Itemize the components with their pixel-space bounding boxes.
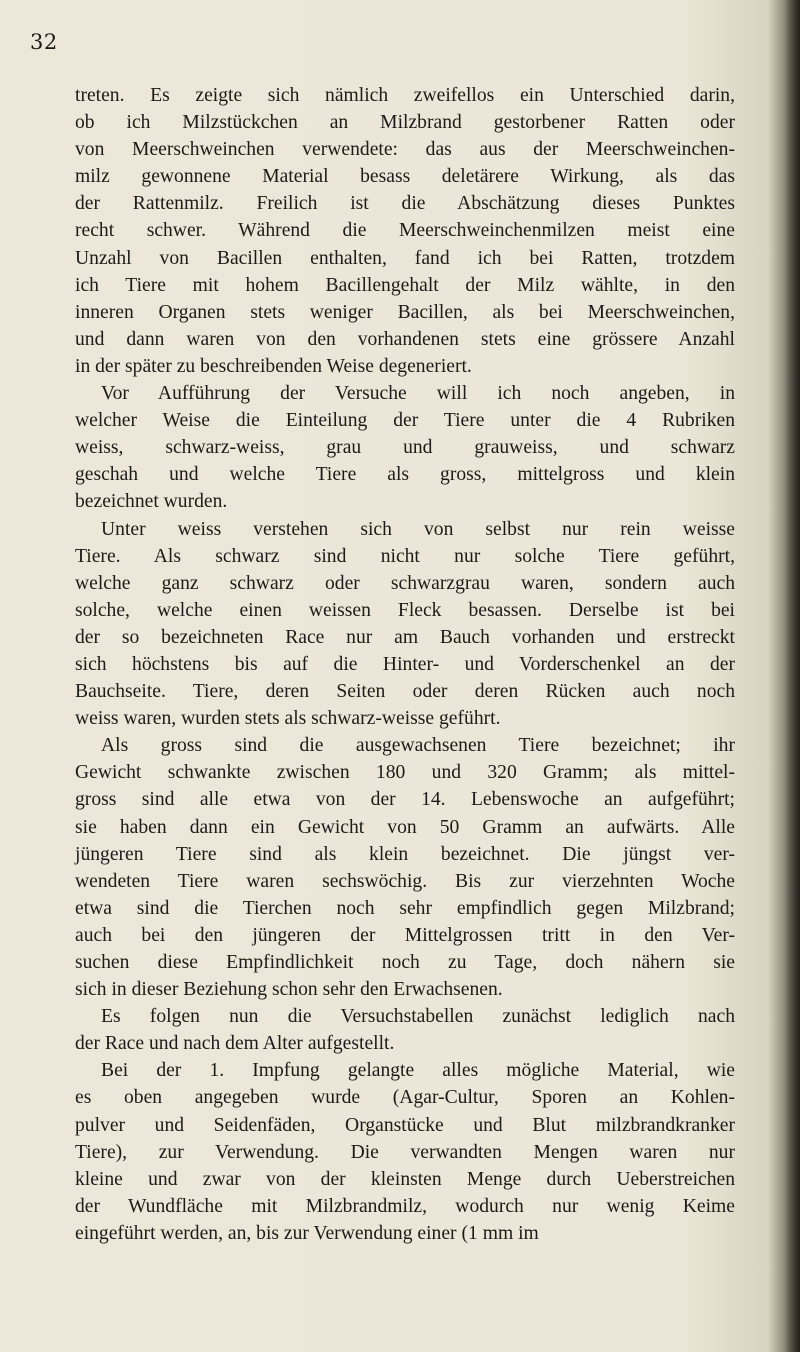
text-line: der so bezeichneten Race nur am Bauch vorhanden und erstreckt xyxy=(75,626,735,648)
paragraph xyxy=(75,380,735,515)
text-line: recht schwer. Während die Meerschweinchenmilzen meist eine xyxy=(75,220,735,242)
text-line: in der später zu beschreibenden Weise degeneriert. xyxy=(75,355,472,377)
text-line: milz gewonnene Material besass deletärere Wirkung, als das xyxy=(75,166,735,188)
text-line: Unzahl von Bacillen enthalten, fand ich bei Ratten, trotzdem xyxy=(75,247,735,269)
page-binding-edge xyxy=(784,0,800,1352)
text-line: auch bei den jüngeren der Mittelgrossen tritt in den Ver- xyxy=(75,924,735,946)
text-line: Gewicht schwankte zwischen 180 und 320 Gramm; als mittel- xyxy=(75,762,735,784)
paragraph xyxy=(75,516,735,733)
text-line: suchen diese Empfindlichkeit noch zu Tage, doch nähern sie xyxy=(75,952,735,973)
text-line: sich höchstens bis auf die Hinter- und Vorderschenkel an der xyxy=(75,653,735,675)
text-line: von Meerschweinchen verwendete: das aus der Meerschweinchen- xyxy=(75,139,735,161)
text-line: solche, welche einen weissen Fleck besassen. Derselbe ist bei xyxy=(75,599,735,621)
text-line: sich in dieser Beziehung schon sehr den Erwachsenen. xyxy=(75,979,503,1001)
text-line: ob ich Milzstückchen an Milzbrand gestorbener Ratten oder xyxy=(75,112,735,134)
text-line: geschah und welche Tiere als gross, mittelgross und klein xyxy=(75,464,735,486)
paragraph xyxy=(75,1003,735,1057)
text-line: Bauchseite. Tiere, deren Seiten oder deren Rücken auch noch xyxy=(75,681,735,703)
text-line: welche ganz schwarz oder schwarzgrau waren, sondern auch xyxy=(75,572,735,594)
text-line: pulver und Seidenfäden, Organstücke und Blut milzbrandkranker xyxy=(75,1114,735,1136)
text-line: der Race und nach dem Alter aufgestellt. xyxy=(75,1033,395,1055)
text-line: Vor Aufführung der Versuche will ich noch angeben, in xyxy=(101,383,735,405)
text-line: jüngeren Tiere sind als klein bezeichnet. Die jüngst ver- xyxy=(75,843,735,865)
text-line: Tiere. Als schwarz sind nicht nur solche Tiere geführt, xyxy=(75,545,735,567)
text-line: wendeten Tiere waren sechswöchig. Bis zur vierzehnten Woche xyxy=(75,870,735,892)
body-text xyxy=(75,82,735,1247)
text-line: Als gross sind die ausgewachsenen Tiere bezeichnet; ihr xyxy=(101,735,735,757)
text-line: kleine und zwar von der kleinsten Menge durch Ueberstreichen xyxy=(75,1168,735,1190)
paragraph xyxy=(75,82,735,380)
text-line: welcher Weise die Einteilung der Tiere unter die 4 Rubriken xyxy=(75,410,735,432)
text-line: und dann waren von den vorhandenen stets eine grössere Anzahl xyxy=(75,328,735,350)
text-line: der Rattenmilz. Freilich ist die Abschätzung dieses Punktes xyxy=(75,193,735,215)
text-line: es oben angegeben wurde (Agar-Cultur, Sporen an Kohlen- xyxy=(75,1087,735,1109)
text-line: sie haben dann ein Gewicht von 50 Gramm an aufwärts. Alle xyxy=(75,816,735,838)
paragraph xyxy=(75,1057,735,1247)
text-line: inneren Organen stets weniger Bacillen, als bei Meerschweinchen, xyxy=(75,301,735,323)
text-line: Bei der 1. Impfung gelangte alles mögliche Material, wie xyxy=(101,1060,735,1082)
text-line: Tiere), zur Verwendung. Die verwandten Mengen waren nur xyxy=(75,1141,735,1163)
text-line: ich Tiere mit hohem Bacillengehalt der Milz wählte, in den xyxy=(75,274,735,296)
paragraph xyxy=(75,732,735,1003)
text-line: der Wundfläche mit Milzbrandmilz, wodurch nur wenig Keime xyxy=(75,1195,735,1217)
text-line: treten. Es zeigte sich nämlich zweifellos ein Unterschied darin, xyxy=(75,85,735,106)
text-line: etwa sind die Tierchen noch sehr empfindlich gegen Milzbrand; xyxy=(75,897,735,919)
page-number: 32 xyxy=(30,30,58,54)
text-line: Unter weiss verstehen sich von selbst nur rein weisse xyxy=(101,518,735,540)
text-line: weiss waren, wurden stets als schwarz-weisse geführt. xyxy=(75,708,501,730)
text-line: weiss, schwarz-weiss, grau und grauweiss, und schwarz xyxy=(75,437,735,459)
text-line: gross sind alle etwa von der 14. Lebenswoche an aufgeführt; xyxy=(75,789,735,811)
text-line: Es folgen nun die Versuchstabellen zunächst lediglich nach xyxy=(101,1006,735,1028)
text-line: bezeichnet wurden. xyxy=(75,491,228,513)
text-line: eingeführt werden, an, bis zur Verwendung einer (1 mm im xyxy=(75,1222,539,1244)
